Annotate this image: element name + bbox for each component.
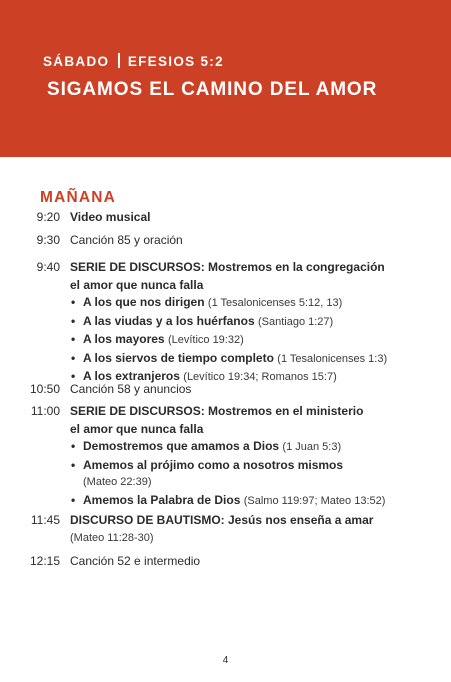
schedule-row — [0, 232, 451, 255]
schedule-time: 9:40 — [36, 260, 60, 274]
schedule-title-cont: el amor que nunca falla — [70, 277, 204, 292]
schedule-time: 9:20 — [36, 210, 60, 224]
list-item: • Amemos la Palabra de Dios (Salmo 119:97; Mateo 13:52) — [70, 492, 431, 511]
schedule-title: SERIE DE DISCURSOS: Mostremos en la congregación — [70, 260, 385, 274]
header-banner — [0, 0, 451, 157]
schedule-title: SERIE DE DISCURSOS: Mostremos en el ministerio — [70, 404, 364, 418]
list-item: • A los siervos de tiempo completo (1 Tesalonicenses 1:3) — [70, 350, 431, 369]
page-number: 4 — [222, 655, 229, 666]
schedule-time: 9:30 — [36, 233, 60, 247]
list-item: • A las viudas y a los huérfanos (Santiago 1:27) — [70, 313, 431, 332]
schedule-time: 10:50 — [29, 382, 60, 396]
day-theme-line — [43, 53, 224, 69]
divider — [118, 53, 120, 68]
schedule-title: Canción 58 y anuncios — [70, 382, 192, 396]
page-title: SIGAMOS EL CAMINO DEL AMOR — [47, 79, 378, 100]
schedule-row — [0, 209, 451, 232]
schedule-list — [0, 209, 451, 575]
schedule-row — [0, 255, 451, 381]
talk-list — [70, 438, 431, 510]
theme-text: EFESIOS 5:2 — [127, 54, 224, 69]
list-item: • A los mayores (Levítico 19:32) — [70, 331, 431, 350]
schedule-title: Video musical — [70, 210, 151, 224]
schedule-ref: (Mateo 11:28-30) — [70, 531, 154, 544]
list-item: • Amemos al prójimo como a nosotros mismos (Mateo 22:39) — [70, 457, 431, 492]
schedule-title: DISCURSO DE BAUTISMO: Jesús nos enseña a amar — [70, 513, 374, 527]
talk-list — [70, 294, 431, 387]
list-item: • A los que nos dirigen (1 Tesalonicenses 5:12, 13) — [70, 294, 431, 313]
schedule-time: 11:45 — [30, 513, 60, 527]
section-title: MAÑANA — [40, 189, 117, 206]
schedule-time: 11:00 — [30, 404, 60, 418]
schedule-row — [0, 512, 451, 553]
schedule-title: Canción 85 y oración — [70, 233, 183, 247]
schedule-title: Canción 52 e intermedio — [70, 554, 201, 568]
list-item: • A los extranjeros (Levítico 19:34; Romanos 15:7) — [70, 368, 431, 387]
schedule-title-cont: el amor que nunca falla — [70, 421, 204, 436]
schedule-time: 12:15 — [29, 554, 60, 568]
list-item: • Demostremos que amamos a Dios (1 Juan 5:3) — [70, 438, 431, 457]
day-label: SÁBADO — [43, 54, 110, 69]
schedule-row — [0, 553, 451, 575]
schedule-row — [0, 403, 451, 512]
